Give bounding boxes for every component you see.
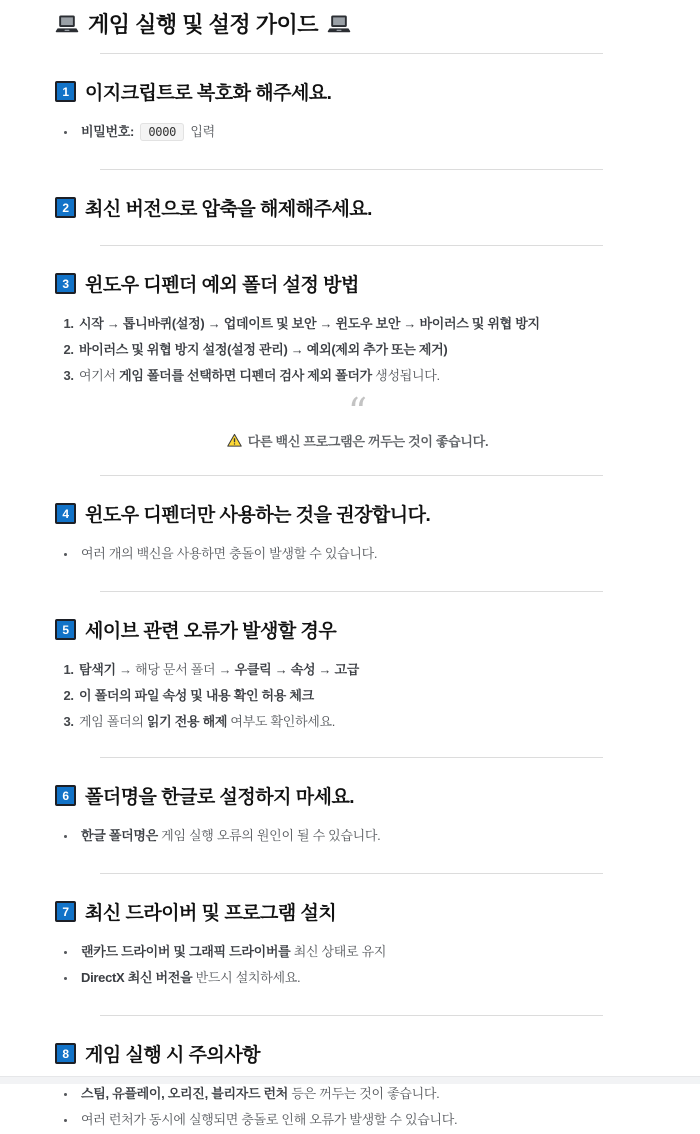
section-heading xyxy=(55,782,660,809)
section-1 xyxy=(55,54,660,169)
bullet-item xyxy=(77,119,660,145)
section-number-badge: 6 xyxy=(55,785,76,806)
quote-block xyxy=(55,390,660,453)
section-heading-text: 최신 드라이버 및 프로그램 설치 xyxy=(85,903,337,924)
step-item: 1. 탐색기 → 해당 문서 폴더 → 우클릭 → 속성 → 고급 xyxy=(77,657,660,683)
warning-icon xyxy=(227,433,242,448)
section-number-badge: 1 xyxy=(55,81,76,102)
section-heading xyxy=(55,500,660,527)
section-6 xyxy=(55,758,660,873)
section-heading-text: 세이브 관련 오류가 발생할 경우 xyxy=(85,621,337,642)
section-number-badge: 3 xyxy=(55,273,76,294)
section-number-badge: 4 xyxy=(55,503,76,524)
password-suffix: 입력 xyxy=(190,124,215,139)
section-heading xyxy=(55,616,660,643)
step-item: 2. 이 폴더의 파일 속성 및 내용 확인 허용 체크 xyxy=(77,683,660,709)
section-heading-text: 윈도우 디펜더만 사용하는 것을 권장합니다. xyxy=(85,505,431,526)
bullet-item: • 여러 개의 백신을 사용하면 충돌이 발생할 수 있습니다. xyxy=(77,541,660,567)
password-code: 0000 xyxy=(140,123,184,141)
section-heading-text: 이지크립트로 복호화 해주세요. xyxy=(85,83,332,104)
step-item: 2. 바이러스 및 위협 방지 설정(설정 관리) → 예외(제외 추가 또는 제거) xyxy=(77,337,660,363)
section-heading-text: 게임 실행 시 주의사항 xyxy=(85,1045,261,1066)
section-number-badge: 2 xyxy=(55,197,76,218)
step-item: 3. 여기서 게임 폴더를 선택하면 디펜더 검사 제외 폴더가 생성됩니다. xyxy=(77,363,660,389)
bullet-item: • 랜카드 드라이버 및 그래픽 드라이버를 최신 상태로 유지 xyxy=(77,939,660,965)
section-3 xyxy=(55,246,660,475)
section-2 xyxy=(55,170,660,245)
section-5 xyxy=(55,592,660,757)
section-number-badge: 7 xyxy=(55,901,76,922)
step-item: 3. 게임 폴더의 읽기 전용 해제 여부도 확인하세요. xyxy=(77,709,660,735)
bullet-item: • 스팀, 유플레이, 오리진, 블리자드 런처 등은 꺼두는 것이 좋습니다. xyxy=(77,1081,660,1107)
laptop-icon xyxy=(327,12,351,36)
laptop-icon xyxy=(55,12,79,36)
section-heading xyxy=(55,78,660,105)
bullet-item: • 한글 폴더명은 게임 실행 오류의 원인이 될 수 있습니다. xyxy=(77,823,660,849)
section-number-badge: 5 xyxy=(55,619,76,640)
bullet-item: • DirectX 최신 버전을 반드시 설치하세요. xyxy=(77,965,660,991)
section-number-badge: 8 xyxy=(55,1043,76,1064)
step-item: 1. 시작 → 톱니바퀴(설정) → 업데이트 및 보안 → 윈도우 보안 → 바이러스 및 위협 방지 xyxy=(77,311,660,337)
section-4 xyxy=(55,476,660,591)
quote-mark: “ xyxy=(347,390,368,434)
section-heading-text: 최신 버전으로 압축을 해제해주세요. xyxy=(85,199,372,220)
section-heading xyxy=(55,270,660,297)
page-title xyxy=(55,8,660,39)
section-heading-text: 폴더명을 한글로 설정하지 마세요. xyxy=(85,787,355,808)
warning-note xyxy=(227,431,489,450)
section-heading xyxy=(55,194,660,221)
page-title-text: 게임 실행 및 설정 가이드 xyxy=(88,12,318,37)
section-heading-text: 윈도우 디펜더 예외 폴더 설정 방법 xyxy=(85,275,359,296)
bottom-edge-strip xyxy=(0,1076,700,1084)
password-label: 비밀번호: xyxy=(81,124,135,139)
bullet-item: • 여러 런처가 동시에 실행되면 충돌로 인해 오류가 발생할 수 있습니다. xyxy=(77,1107,660,1133)
warning-text: 다른 백신 프로그램은 꺼두는 것이 좋습니다. xyxy=(247,434,489,449)
section-8 xyxy=(55,1016,660,1133)
section-heading xyxy=(55,898,660,925)
section-heading xyxy=(55,1040,660,1067)
section-7 xyxy=(55,874,660,1015)
